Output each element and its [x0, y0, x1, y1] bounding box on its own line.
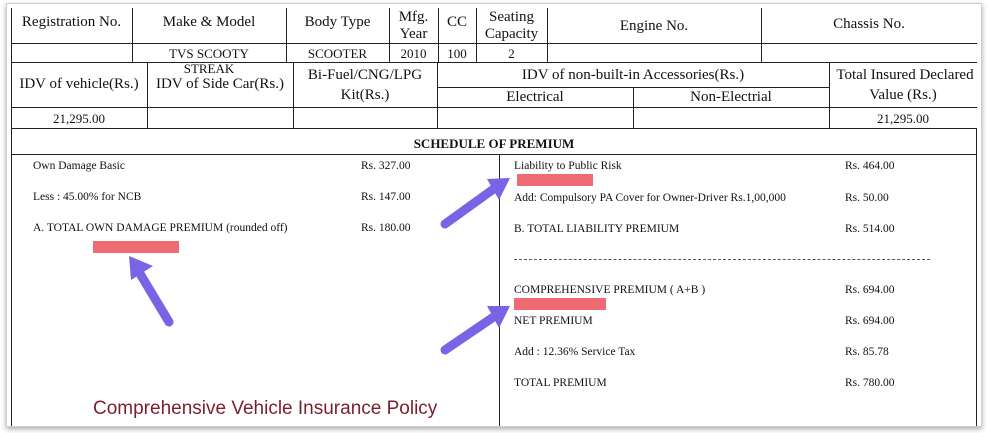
annotation-arrows [7, 4, 981, 426]
header-make-model: Make & Model [162, 14, 256, 30]
header-non-electrical: Non-Electrial [690, 89, 772, 105]
header-cc: CC [446, 14, 467, 30]
header-seating-line2: Capacity [484, 26, 539, 42]
cell-mfg-year: 2010 [400, 46, 427, 61]
service-tax-amount: Rs. 85.78 [845, 346, 889, 358]
liability-public-risk-amount: Rs. 464.00 [845, 160, 895, 172]
header-body-type: Body Type [304, 14, 371, 30]
pa-cover-label: Add: Compulsory PA Cover for Owner-Driver Rs.1,00,000 [514, 192, 786, 204]
header-mfg-year-line2: Year [399, 26, 428, 42]
header-total-idv-line1: Total Insured Declared [836, 67, 974, 83]
arrow-icon-comprehensive [445, 306, 510, 350]
header-idv-accessories: IDV of non-built-in Accessories(Rs.) [521, 67, 745, 83]
ncb-discount-label: Less : 45.00% for NCB [33, 191, 142, 203]
policy-document [6, 3, 982, 427]
net-premium-label: NET PREMIUM [514, 315, 593, 327]
header-mfg-year-line1: Mfg. [398, 9, 429, 25]
arrow-icon-liability [445, 178, 510, 224]
total-own-damage-label: A. TOTAL OWN DAMAGE PREMIUM (rounded off) [33, 222, 288, 234]
own-damage-basic-amount: Rs. 327.00 [361, 160, 411, 172]
header-total-idv-line2: Value (Rs.) [869, 87, 937, 103]
cell-total-idv: 21,295.00 [877, 111, 929, 126]
total-premium-label: TOTAL PREMIUM [514, 377, 607, 389]
comprehensive-premium-label: COMPREHENSIVE PREMIUM ( A+B ) [514, 284, 706, 296]
header-engine-no: Engine No. [619, 18, 689, 34]
pa-cover-amount: Rs. 50.00 [845, 192, 889, 204]
cell-make-model-line2: STREAK [183, 61, 235, 76]
total-own-damage-amount: Rs. 180.00 [361, 222, 411, 234]
total-liability-label: B. TOTAL LIABILITY PREMIUM [514, 223, 680, 235]
cell-make-model-line1: TVS SCOOTY [169, 46, 249, 61]
header-idv-vehicle: IDV of vehicle(Rs.) [19, 76, 139, 92]
comprehensive-premium-amount: Rs. 694.00 [845, 284, 895, 296]
header-registration-no: Registration No. [21, 14, 122, 30]
header-idv-side-car: IDV of Side Car(Rs.) [155, 76, 285, 92]
header-chassis-no: Chassis No. [833, 16, 905, 32]
total-premium-amount: Rs. 780.00 [845, 377, 895, 389]
cell-body-type: SCOOTER [307, 46, 368, 61]
header-electrical: Electrical [506, 89, 564, 105]
header-bifuel-line1: Bi-Fuel/CNG/LPG [307, 67, 423, 83]
header-bifuel-line2: Kit(Rs.) [340, 87, 390, 103]
total-liability-amount: Rs. 514.00 [845, 223, 895, 235]
cell-idv-vehicle: 21,295.00 [53, 111, 105, 126]
header-seating-line1: Seating [489, 9, 534, 25]
cell-seating: 2 [508, 46, 515, 61]
arrow-icon-own-damage [129, 256, 169, 322]
service-tax-label: Add : 12.36% Service Tax [514, 346, 636, 358]
own-damage-basic-label: Own Damage Basic [33, 160, 125, 172]
policy-caption: Comprehensive Vehicle Insurance Policy [93, 398, 438, 419]
liability-public-risk-label: Liability to Public Risk [514, 160, 622, 172]
net-premium-amount: Rs. 694.00 [845, 315, 895, 327]
schedule-title: SCHEDULE OF PREMIUM [413, 136, 575, 151]
cell-cc: 100 [447, 46, 467, 61]
ncb-discount-amount: Rs. 147.00 [361, 191, 411, 203]
